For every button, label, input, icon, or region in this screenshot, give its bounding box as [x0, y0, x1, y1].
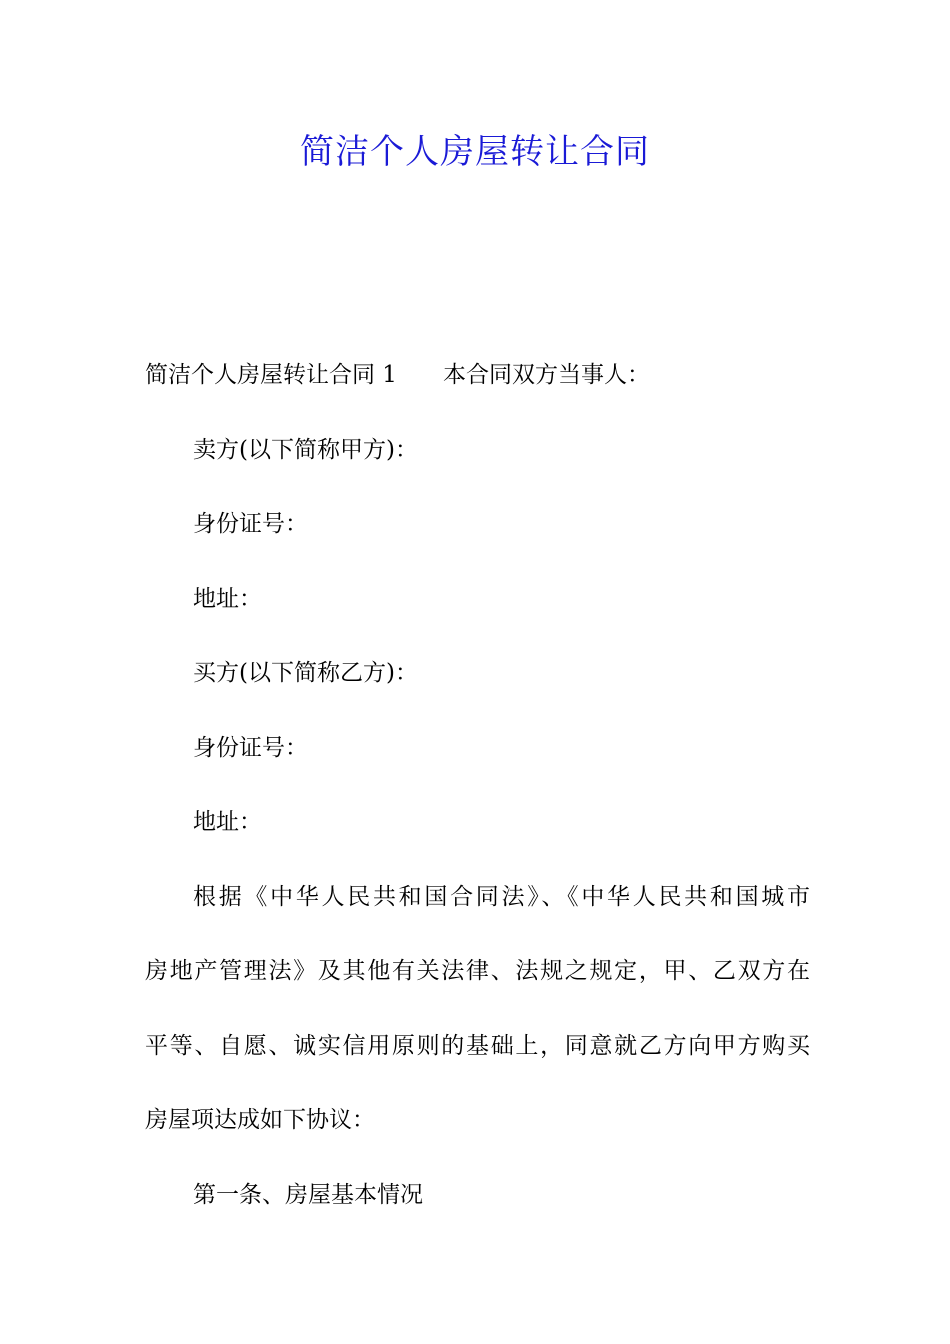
buyer-id-label: 身份证号：	[193, 734, 308, 761]
buyer-label: 买方(以下简称乙方)：	[193, 660, 418, 686]
contract-heading: 简洁个人房屋转让合同 1	[145, 362, 397, 388]
preamble-line-4: 房屋项达成如下协议：	[145, 1107, 375, 1133]
preamble-line-3: 平等、自愿、诚实信用原则的基础上，同意就乙方向甲方购买	[145, 1032, 810, 1059]
preamble-line-1: 根据《中华人民共和国合同法》、《中华人民共和国城市	[193, 883, 810, 910]
seller-address-label: 地址：	[193, 585, 262, 612]
parties-label: 本合同双方当事人：	[442, 362, 650, 388]
article-1-heading: 第一条、房屋基本情况	[193, 1181, 423, 1208]
seller-id-label: 身份证号：	[193, 511, 308, 537]
seller-label: 卖方(以下简称甲方)：	[193, 436, 418, 463]
preamble-line-2: 房地产管理法》及其他有关法律、法规之规定，甲、乙双方在	[145, 958, 810, 984]
intro-line	[145, 338, 810, 413]
document-body	[145, 338, 810, 1232]
document-title: 简洁个人房屋转让合同	[300, 132, 650, 172]
buyer-address-label: 地址：	[193, 809, 262, 835]
